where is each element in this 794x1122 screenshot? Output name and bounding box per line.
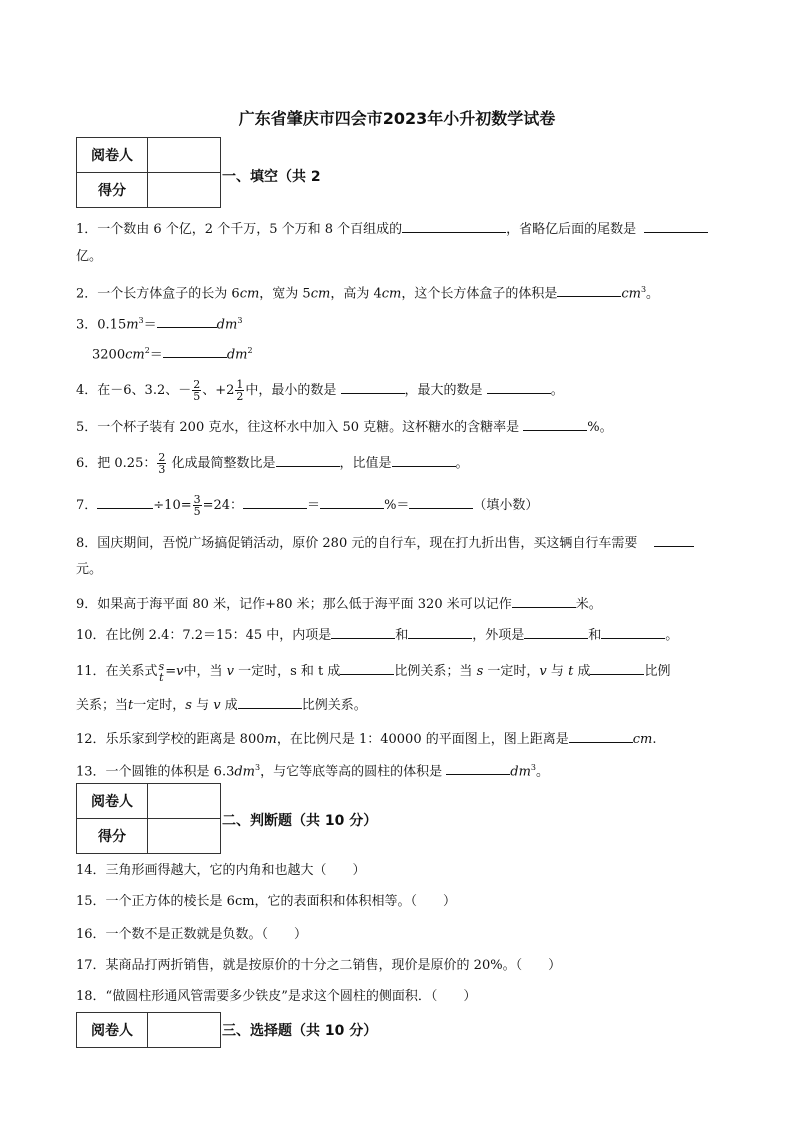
answer-blank[interactable]	[654, 532, 694, 547]
answer-blank[interactable]	[238, 694, 302, 709]
page-title: 广东省肇庆市四会市2023年小升初数学试卷	[238, 109, 556, 128]
score-label: 得分	[77, 173, 148, 208]
question-3b: $3200cm^2= dm^2$	[92, 342, 253, 364]
reviewer-cell	[148, 138, 221, 173]
answer-blank[interactable]	[341, 379, 405, 394]
answer-blank[interactable]	[408, 624, 472, 639]
answer-blank[interactable]	[243, 494, 307, 509]
question-8-cont: 元。	[76, 562, 103, 577]
answer-blank[interactable]	[392, 452, 456, 467]
reviewer-cell	[148, 784, 221, 819]
question-1-cont: 亿。	[76, 249, 103, 264]
answer-blank[interactable]	[512, 593, 576, 608]
section-fill-blank: 一、填空（共 2	[222, 169, 321, 185]
question-11: 11．在关系式 s t =v中，当 v 一定时，s 和 t 成 比例关系；当 s 一定时，v 与 t 成 比例	[76, 659, 671, 684]
score-box	[76, 1012, 221, 1048]
answer-blank[interactable]	[97, 494, 153, 509]
question-2: 2．一个长方体盒子的长为 6cm，宽为 5cm，高为 4cm，这个长方体盒子的体积是 $cm^3$。	[76, 281, 659, 303]
answer-blank[interactable]	[163, 343, 227, 358]
score-box	[76, 783, 221, 854]
question-14: 14．三角形画得越大，它的内角和也越大（ ）	[76, 863, 366, 878]
question-1: 1．一个数由 6 个亿，2 个千万，5 个万和 8 个百组成的 ，省略亿后面的尾数是	[76, 218, 708, 239]
answer-blank[interactable]	[409, 494, 473, 509]
answer-blank[interactable]	[590, 660, 644, 675]
answer-blank[interactable]	[320, 494, 384, 509]
score-label: 得分	[77, 819, 148, 854]
answer-blank[interactable]	[644, 218, 708, 233]
section-multiple-choice: 三、选择题（共 10 分）	[222, 1023, 378, 1039]
answer-blank[interactable]	[446, 760, 510, 775]
question-6: 6．把 0.25： $\frac{2}{3}$ 化成最简整数比是 ，比值是 。	[76, 451, 469, 476]
section-true-false: 二、判断题（共 10 分）	[222, 813, 378, 829]
question-16: 16．一个数不是正数就是负数。（ ）	[76, 927, 308, 942]
question-15: 15．一个正方体的棱长是 6cm，它的表面积和体积相等。（ ）	[76, 894, 457, 909]
question-7: 7． ÷10= $\frac{3}{5}$ =24： ＝ %＝ （填小数）	[76, 493, 539, 518]
score-box	[76, 137, 221, 208]
score-cell	[148, 173, 221, 208]
question-5: 5．一个杯子装有 200 克水，往这杯水中加入 50 克糖。这杯糖水的含糖率是 %。	[76, 416, 613, 437]
reviewer-label: 阅卷人	[77, 138, 148, 173]
answer-blank[interactable]	[523, 416, 587, 431]
reviewer-cell	[148, 1013, 221, 1048]
answer-blank[interactable]	[331, 624, 395, 639]
answer-blank[interactable]	[569, 728, 633, 743]
answer-blank[interactable]	[601, 624, 665, 639]
answer-blank[interactable]	[340, 660, 394, 675]
reviewer-label: 阅卷人	[77, 784, 148, 819]
question-4: 4．在－6、3.2、－ $\frac{2}{5}$ 、+2 $\frac{1}{2}$ 中，最小的数是 ，最大的数是 。	[76, 378, 564, 403]
answer-blank[interactable]	[557, 282, 621, 297]
question-8: 8．国庆期间，吾悦广场搞促销活动，原价 280 元的自行车，现在打九折出售，买这辆自行车需要	[76, 532, 694, 553]
question-10: 10．在比例 2.4：7.2＝15：45 中，内项是 和 ，外项是 和 。	[76, 624, 678, 645]
question-12: 12．乐乐家到学校的距离是 800m，在比例尺是 1：40000 的平面图上，图上距离是 cm.	[76, 728, 656, 749]
score-cell	[148, 819, 221, 854]
reviewer-label: 阅卷人	[77, 1013, 148, 1048]
question-9: 9．如果高于海平面 80 米，记作+80 米；那么低于海平面 320 米可以记作 米。	[76, 593, 602, 614]
answer-blank[interactable]	[524, 624, 588, 639]
answer-blank[interactable]	[402, 218, 506, 233]
question-11-cont: 关系；当t一定时，s 与 v 成 比例关系。	[76, 694, 367, 715]
answer-blank[interactable]	[487, 379, 551, 394]
question-13: 13．一个圆锥的体积是 $6.3dm^3$，与它等底等高的圆柱的体积是 $dm^3$。	[76, 759, 549, 781]
question-18: 18．“做圆柱形通风管需要多少铁皮”是求这个圆柱的侧面积．（ ）	[76, 989, 477, 1004]
question-3: 3．$0.15m^3= dm^3$	[76, 312, 242, 334]
answer-blank[interactable]	[276, 452, 340, 467]
question-17: 17．某商品打两折销售，就是按原价的十分之二销售，现价是原价的 20%。（ ）	[76, 958, 562, 973]
answer-blank[interactable]	[157, 313, 217, 328]
